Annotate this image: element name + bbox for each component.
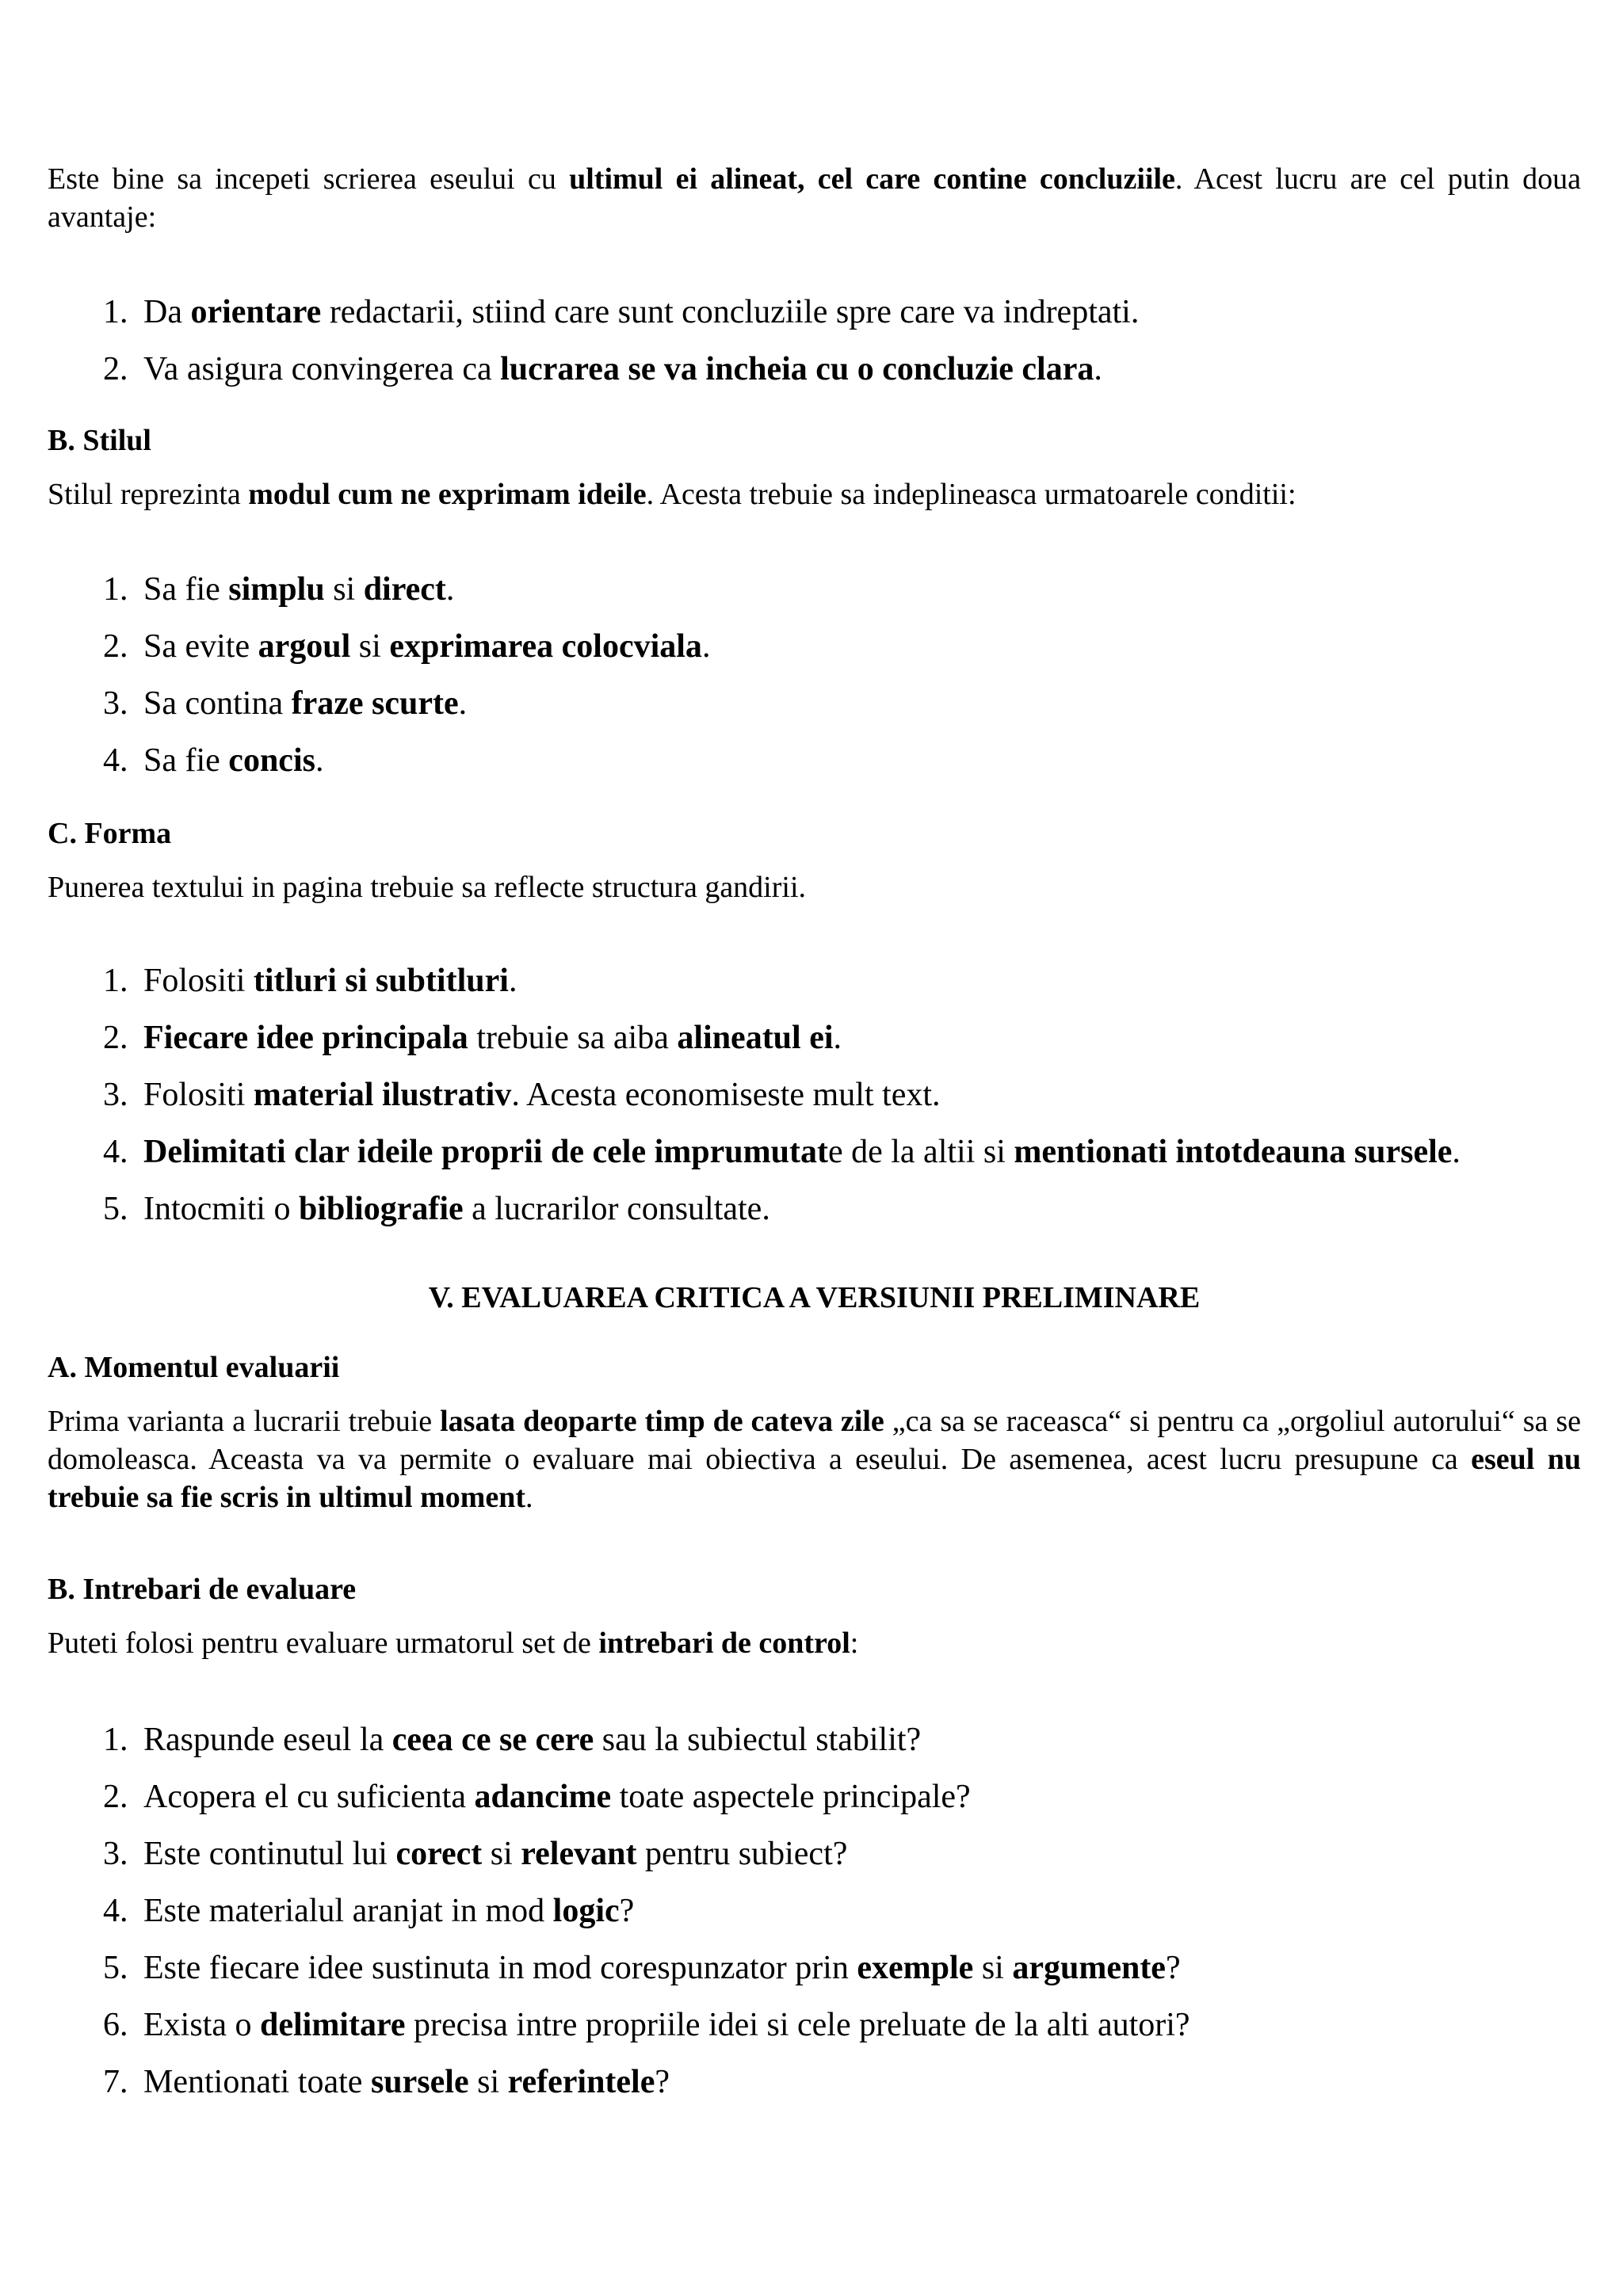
- list-item-text-segment: Raspunde eseul la: [143, 1722, 392, 1758]
- list-item-text-segment: Sa contina: [143, 685, 292, 722]
- intro-list: [48, 284, 1581, 398]
- stilul-intro: [48, 475, 1581, 513]
- list-item-text-segment: .: [1452, 1134, 1461, 1170]
- list-item-text-segment: direct: [363, 571, 446, 608]
- list-item-text-segment: Intocmiti o: [143, 1191, 299, 1227]
- list-item-text: [143, 1893, 634, 1929]
- list-item-text: [143, 1077, 941, 1113]
- list-item-text-segment: .: [458, 685, 468, 722]
- list-item-text-segment: Mentionati toate: [143, 2064, 371, 2100]
- list-item-text: [143, 628, 710, 665]
- list-item-number: 4.: [103, 1134, 128, 1170]
- text-segment: ultimul ei alineat, cel care contine concluziile: [569, 162, 1175, 196]
- list-item: [48, 1711, 1581, 1768]
- list-item-text: [143, 685, 467, 722]
- list-item-text-segment: simplu: [228, 571, 325, 608]
- list-item-text-segment: sursele: [370, 2064, 469, 2100]
- list-item-text-segment: si: [973, 1950, 1013, 1986]
- list-item-text-segment: exprimarea colocviala: [389, 628, 702, 665]
- list-item: [48, 952, 1581, 1009]
- list-item-text-segment: . Acesta economiseste mult text.: [511, 1077, 941, 1113]
- list-item-text-segment: Acopera el cu suficienta: [143, 1779, 475, 1815]
- list-item-text-segment: Fiecare idee principala: [143, 1020, 468, 1056]
- list-item-number: 2.: [103, 628, 128, 665]
- list-item-text-segment: Va asigura convingerea ca: [143, 351, 501, 387]
- list-item: [48, 341, 1581, 398]
- list-item-text-segment: pentru subiect?: [636, 1836, 848, 1872]
- list-item-text-segment: si: [482, 1836, 521, 1872]
- list-item-text-segment: argumente: [1012, 1950, 1166, 1986]
- list-item-text: [143, 571, 454, 608]
- list-item-text-segment: material ilustrativ: [253, 1077, 512, 1113]
- intrebari-list: [48, 1711, 1581, 2111]
- list-item-text-segment: adancime: [474, 1779, 612, 1815]
- list-item-text: [143, 351, 1102, 387]
- list-item: [48, 1825, 1581, 1882]
- list-item-text-segment: mentionati intotdeauna sursele: [1014, 1134, 1453, 1170]
- chapter-title: V. EVALUAREA CRITICA A VERSIUNII PRELIMINARE: [428, 1281, 1201, 1314]
- list-item-text-segment: exemple: [857, 1950, 974, 1986]
- intro-paragraph: [48, 160, 1581, 236]
- section-heading-intrebari: B. Intrebari de evaluare: [48, 1573, 357, 1606]
- list-item-number: 1.: [103, 294, 128, 330]
- list-item-text-segment: si: [324, 571, 364, 608]
- list-item-text-segment: .: [315, 742, 324, 779]
- list-item-number: 7.: [103, 2064, 128, 2100]
- list-item-text-segment: a lucrarilor consultate.: [463, 1191, 770, 1227]
- text-segment: Puteti folosi pentru evaluare urmatorul set de: [48, 1627, 599, 1660]
- list-item-text-segment: si: [468, 2064, 508, 2100]
- list-item: [48, 1768, 1581, 1825]
- list-item-text-segment: delimitare: [259, 2007, 406, 2043]
- list-item-text-segment: e de la altii si: [827, 1134, 1014, 1170]
- list-item-number: 1.: [103, 571, 128, 608]
- list-item-text-segment: ?: [619, 1893, 635, 1929]
- list-item-text-segment: Folositi: [143, 1077, 254, 1113]
- list-item-text: [143, 1134, 1461, 1170]
- list-item-text-segment: logic: [552, 1893, 620, 1929]
- list-item: [48, 1997, 1581, 2054]
- list-item-text-segment: referintele: [507, 2064, 655, 2100]
- list-item-text-segment: ?: [1165, 1950, 1181, 1986]
- list-item-number: 5.: [103, 1950, 128, 1986]
- list-item: [48, 1939, 1581, 1997]
- list-item-text-segment: ceea ce se cere: [391, 1722, 594, 1758]
- list-item-number: 1.: [103, 1722, 128, 1758]
- list-item-text-segment: .: [1094, 351, 1102, 387]
- text-segment: „ca sa se raceasca“ si pentru ca „orgoliul autorului“ sa se domoleasca. Aceasta va va permite o evaluare mai obiectiva a eseului. De asemenea, acest lucru presupune ca: [48, 1405, 1581, 1476]
- list-item-text-segment: redactarii, stiind care sunt concluziile spre care va indreptati.: [321, 294, 1140, 330]
- list-item: [48, 1066, 1581, 1123]
- text-segment: intrebari de control: [598, 1627, 850, 1660]
- list-item-number: 2.: [103, 351, 128, 387]
- list-item: [48, 732, 1581, 789]
- list-item: [48, 1009, 1581, 1066]
- list-item-text: [143, 1836, 847, 1872]
- list-item-text-segment: Sa fie: [143, 571, 229, 608]
- list-item-number: 1.: [103, 963, 128, 999]
- text-segment: Prima varianta a lucrarii trebuie: [48, 1405, 441, 1438]
- list-item-text: [143, 294, 1139, 330]
- section-heading-momentul: A. Momentul evaluarii: [48, 1351, 340, 1384]
- list-item: [48, 1123, 1581, 1180]
- list-item-text-segment: ?: [655, 2064, 670, 2100]
- list-item-text-segment: fraze scurte: [291, 685, 459, 722]
- text-segment: lasata deoparte timp de cateva zile: [440, 1405, 884, 1438]
- momentul-paragraph: [48, 1402, 1581, 1516]
- list-item-text-segment: .: [833, 1020, 842, 1056]
- list-item-text-segment: trebuie sa aiba: [468, 1020, 678, 1056]
- list-item: [48, 675, 1581, 732]
- list-item-text-segment: .: [508, 963, 517, 999]
- text-segment: .: [525, 1481, 533, 1514]
- list-item-text-segment: si: [350, 628, 390, 665]
- list-item-text-segment: toate aspectele principale?: [611, 1779, 971, 1815]
- list-item: [48, 284, 1581, 341]
- list-item-text-segment: titluri si subtitluri: [253, 963, 509, 999]
- list-item-text-segment: alineatul ei: [677, 1020, 834, 1056]
- list-item-text-segment: Exista o: [143, 2007, 260, 2043]
- text-segment: :: [850, 1627, 859, 1660]
- forma-list: [48, 952, 1581, 1238]
- list-item-number: 3.: [103, 685, 128, 722]
- list-item-text: [143, 742, 323, 779]
- list-item-text-segment: Este materialul aranjat in mod: [143, 1893, 553, 1929]
- list-item-number: 4.: [103, 1893, 128, 1929]
- text-segment: eseul nu trebuie sa fie scris in ultimul moment: [48, 1443, 1581, 1514]
- list-item: [48, 618, 1581, 675]
- list-item-text-segment: Este fiecare idee sustinuta in mod corespunzator prin: [143, 1950, 857, 1986]
- list-item-text: [143, 1020, 842, 1056]
- list-item-text-segment: Delimitati clar ideile proprii de cele imprumutat: [143, 1134, 828, 1170]
- text-segment: . Acest lucru are cel putin doua avantaje:: [48, 162, 1581, 234]
- list-item-text-segment: .: [701, 628, 711, 665]
- forma-intro: [48, 868, 1581, 906]
- list-item-text: [143, 1779, 971, 1815]
- list-item-number: 5.: [103, 1191, 128, 1227]
- list-item-text-segment: relevant: [521, 1836, 637, 1872]
- list-item-text-segment: Sa evite: [143, 628, 258, 665]
- list-item-text-segment: corect: [395, 1836, 483, 1872]
- list-item-number: 4.: [103, 742, 128, 779]
- list-item-text-segment: bibliografie: [298, 1191, 464, 1227]
- list-item-text: [143, 1722, 921, 1758]
- list-item-text-segment: .: [445, 571, 455, 608]
- list-item-text-segment: Folositi: [143, 963, 254, 999]
- text-segment: modul cum ne exprimam ideile: [248, 478, 647, 511]
- text-segment: Stilul reprezinta: [48, 478, 249, 511]
- list-item-text-segment: precisa intre propriile idei si cele preluate de la alti autori?: [405, 2007, 1190, 2043]
- section-heading-stilul: B. Stilul: [48, 424, 151, 457]
- list-item-text: [143, 1191, 770, 1227]
- list-item: [48, 1180, 1581, 1238]
- list-item-text-segment: argoul: [258, 628, 351, 665]
- list-item-text-segment: Este continutul lui: [143, 1836, 396, 1872]
- section-heading-forma: C. Forma: [48, 817, 172, 850]
- list-item-text-segment: Sa fie: [143, 742, 229, 779]
- list-item-text: [143, 2007, 1190, 2043]
- list-item-text-segment: lucrarea se va incheia cu o concluzie clara: [500, 351, 1094, 387]
- list-item: [48, 2054, 1581, 2111]
- list-item-number: 3.: [103, 1077, 128, 1113]
- list-item-text-segment: orientare: [190, 294, 322, 330]
- list-item-number: 2.: [103, 1020, 128, 1056]
- list-item-text: [143, 1950, 1181, 1986]
- list-item-text-segment: Da: [143, 294, 191, 330]
- text-segment: Este bine sa incepeti scrierea eseului cu: [48, 162, 570, 196]
- list-item-text: [143, 963, 517, 999]
- text-segment: Punerea textului in pagina trebuie sa reflecte structura gandirii.: [48, 871, 807, 904]
- text-segment: . Acesta trebuie sa indeplineasca urmatoarele conditii:: [646, 478, 1296, 511]
- list-item-text-segment: sau la subiectul stabilit?: [594, 1722, 922, 1758]
- list-item-text-segment: concis: [228, 742, 315, 779]
- stilul-list: [48, 561, 1581, 789]
- list-item: [48, 561, 1581, 618]
- list-item: [48, 1882, 1581, 1939]
- list-item-text: [143, 2064, 670, 2100]
- intrebari-intro: [48, 1624, 1581, 1662]
- list-item-number: 3.: [103, 1836, 128, 1872]
- list-item-number: 6.: [103, 2007, 128, 2043]
- list-item-number: 2.: [103, 1779, 128, 1815]
